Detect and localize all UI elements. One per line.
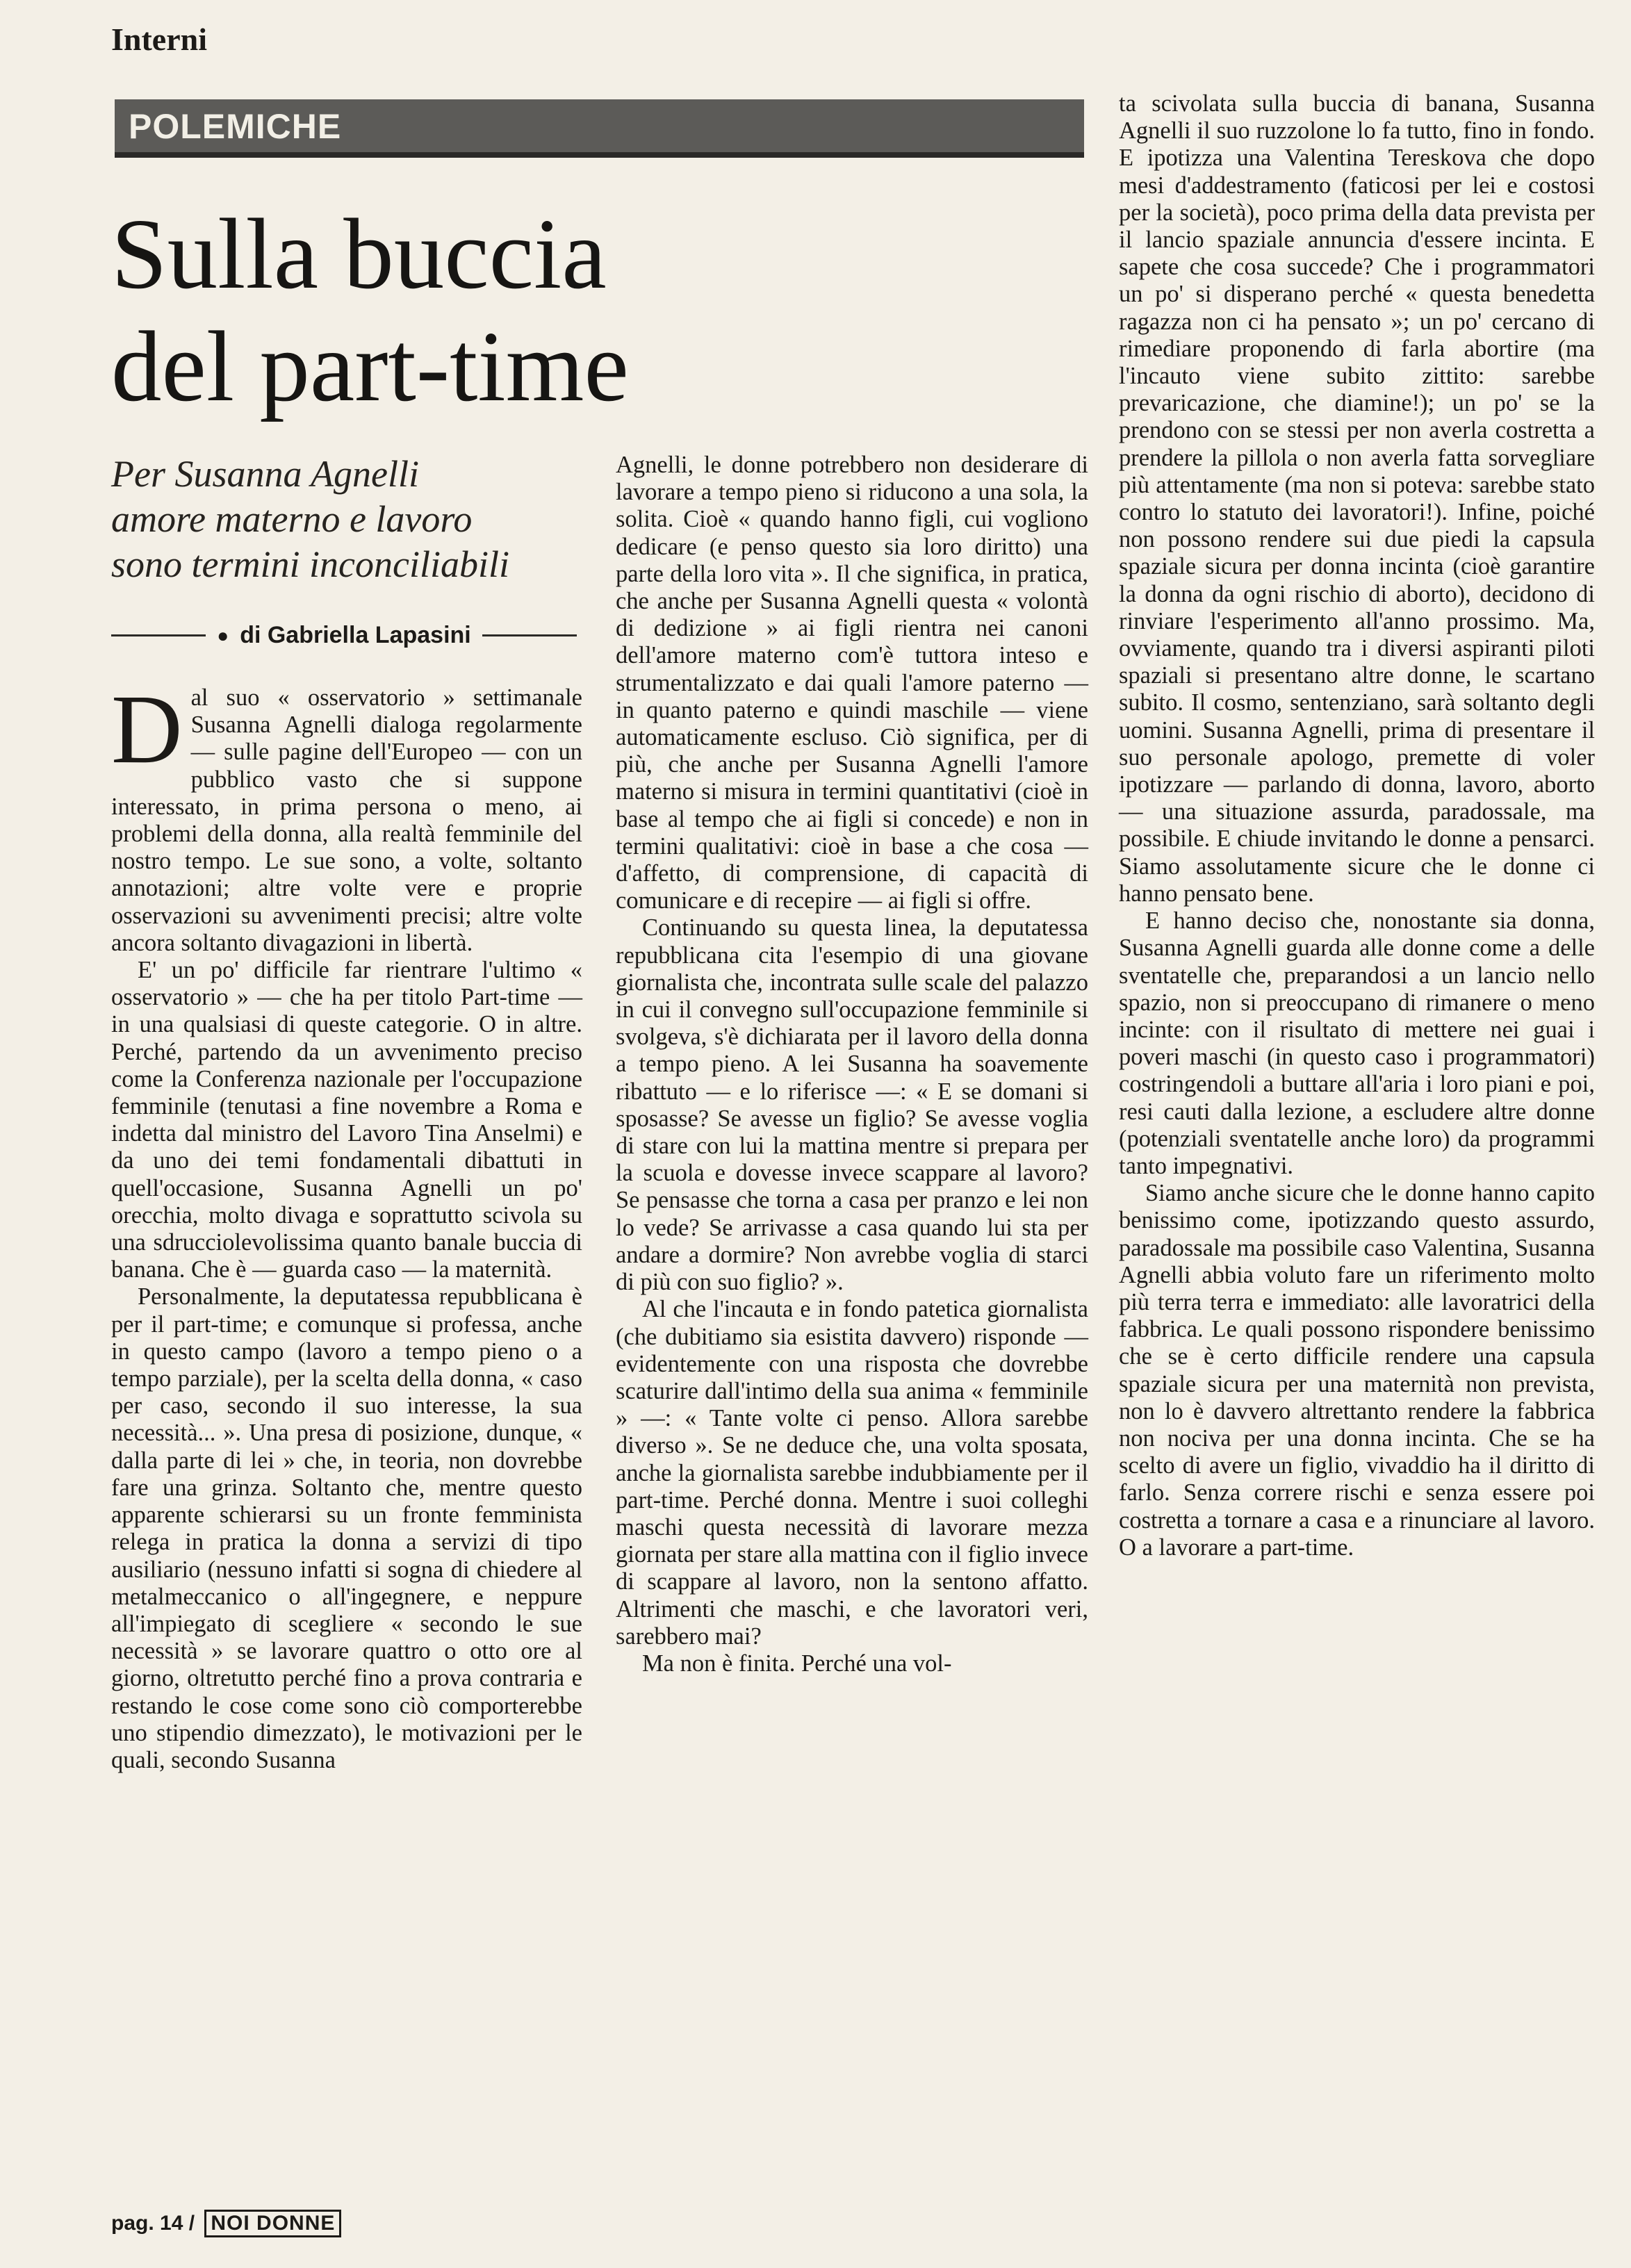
bullet-icon: ● [217, 624, 229, 646]
banner-label: POLEMICHE [129, 107, 342, 146]
title-line-1: Sulla buccia [111, 199, 607, 310]
paragraph: E hanno deciso che, nonostante sia donna, Susanna Agnelli guarda alle donne come a delle sventatelle che, preparandosi a un lancio nello spazio, non si preoccupano di rimanere o meno incinte: con il risultato di mettere nei guai i poveri maschi (in questo caso i programmatori) costringendoli a buttare all'aria i loro piani e poi, resi cauti dalla lezione, a escludere altre donne (potenziali sventatelle anche loro) da programmi tanto impegnativi. [1119, 907, 1595, 1179]
paragraph-text: al suo « osservatorio » settimanale Susanna Agnelli dialoga regolarmente — sulle pagine dell'Europeo — con un pubblico vasto che si suppone interessato, in prima persona o meno, ai problemi della donna, alla realtà femminile del nostro tempo. Le sue sono, a volte, soltanto annotazioni; altre volte vere e proprie osservazioni su avvenimenti precisi; altre volte ancora soltanto divagazioni in libertà. [111, 684, 582, 956]
subtitle-line-3: sono termini inconciliabili [111, 543, 509, 585]
paragraph: Ma non è finita. Perché una vol- [642, 1650, 952, 1677]
paragraph: Personalmente, la deputatessa repubblicana è per il part-time; e comunque si professa, anche in questo campo (lavoro a tempo pieno o a tempo parziale), per la scelta della donna, « caso per caso, secondo il suo interesse, la sua necessità... ». Una presa di posizione, dunque, « dalla parte di lei » che, in teoria, non dovrebbe fare una grinza. Soltanto che, mentre questo apparente schierarsi su un fronte femminista relega in pratica la donna a servizi di tipo ausiliario (nessuno infatti si sogna di chiedere al metalmeccanico o all'ingegnere, e neppure all'impiegato di scegliere « secondo le sue necessità » se lavorare quattro o otto ore al giorno, oltretutto perché fino a prova contraria e restando le cose come sono ciò comporterebbe uno stipendio dimezzato), le motivazioni per le quali, secondo Susanna [111, 1283, 582, 1773]
article-column-1 [111, 674, 582, 1774]
page-number: pag. 14 / [111, 2212, 195, 2235]
paragraph: ta scivolata sulla buccia di banana, Susanna Agnelli il suo ruzzolone lo fa tutto, fino in fondo. E ipotizza una Valentina Tereskova che dopo mesi d'addestramento (faticosi per lei e costosi per la società), poco prima della data prevista per il lancio spaziale annuncia d'essere incinta. E sapete che cosa succede? Che i programmatori un po' si disperano perché « questa benedetta ragazza non ci ha pensato »; un po' cercano di rimediare proponendo di farla abortire (ma l'incauto viene subito zittito: sarebbe prevaricazione, che diamine!); un po' se la prendono con se stessi per non averla costretta a prendere la pillola o non averla fatta sorvegliare più attentamente (ma non si poteva: sarebbe stato contro lo statuto dei lavoratori!). Infine, poiché non possono rendere sui due piedi la capsula spaziale sicura per donna incinta (cioè garantire la donna da ogni rischio di aborto), decidono di rinviare l'esperimento all'anno prossimo. Ma, ovviamente, quando tra i diversi aspiranti piloti spaziali si presentano altre donne, le scartano subito. Il cosmo, sentenziano, sarà soltanto degli uomini. Susanna Agnelli, prima di presentare il suo personale apologo, premette di voler ipotizzare — parlando di donna, lavoro, aborto — una situazione assurda, paradossale, ma possibile. E chiude invitando le donne a pensarci. Siamo assolutamente sicure che le donne ci hanno pensato bene. [1119, 90, 1595, 907]
byline-text: di Gabriella Lapasini [240, 622, 471, 648]
article-title [111, 198, 737, 423]
byline-rule-left [111, 634, 206, 636]
paragraph: E' un po' difficile far rientrare l'ultimo « osservatorio » — che ha per titolo Part-time — in una qualsiasi di queste categorie. O in altre. Perché, partendo da un avvenimento preciso come la Conferenza nazionale per l'occupazione femminile (tenutasi a fine novembre a Roma e indetta dal ministro del Lavoro Tina Anselmi) e da uno dei temi fondamentali dibattuti in quell'occasione, Susanna Agnelli un po' orecchia, molto divaga e soprattutto scivola su una sdrucciolevolissima quanto banale buccia di banana. Che è — guarda caso — la maternità. [111, 957, 582, 1283]
byline [111, 622, 577, 649]
article-column-2 [616, 452, 1088, 1677]
paragraph: Agnelli, le donne potrebbero non desiderare di lavorare a tempo pieno si riducono a una sola, la solita. Cioè « quando hanno figli, cui vogliono dedicare (e penso questo sia loro diritto) una parte della loro vita ». Il che significa, in pratica, che anche per Susanna Agnelli questa « volontà di dedizione » ai figli rientra nei canoni dell'amore materno com'è tuttora inteso e strumentalizzato e dai quali l'amore paterno — in quanto paterno e quindi maschile — viene automaticamente escluso. Ciò significa, per di più, che anche per Susanna Agnelli l'amore materno si misura in termini quantitativi (cioè in base al tempo che ai figli si concede) e non in termini qualitativi: cioè in base a che cosa — d'affetto, di comprensione, di capacità di comunicare e di recepire — ai figli si offre. [616, 452, 1088, 914]
section-banner [115, 99, 1084, 158]
page-footer [111, 2210, 341, 2237]
subtitle-line-2: amore materno e lavoro [111, 498, 473, 540]
article-subtitle [111, 452, 598, 587]
paragraph: Siamo anche sicure che le donne hanno capito benissimo come, ipotizzando questo assurdo, paradossale ma possibile caso Valentina, Susanna Agnelli abbia voluto fare un riferimento molto più terra terra e immediato: alle lavoratrici della fabbrica. Le quali possono rispondere benissimo che se è certo difficile rendere una capsula spaziale sicura per una maternità non prevista, non lo è davvero altrettanto rendere la fabbrica non nociva per una donna incinta. Che se ha scelto di avere un figlio, vivaddio ha il diritto di farlo. Senza correre rischi e senza essere poi costretta a tornare a casa e a rinunciare al lavoro. O a lavorare a part-time. [1119, 1180, 1595, 1561]
subtitle-line-1: Per Susanna Agnelli [111, 453, 419, 495]
paragraph: Continuando su questa linea, la deputatessa repubblicana cita l'esempio di una giovane giornalista che, incontrata sulle scale del palazzo in cui il convegno sull'occupazione femminile si svolgeva, s'è dichiarata per il lavoro della donna a tempo pieno. A lei Susanna ha soavemente ribattuto — e lo riferisce —: « E se domani si sposasse? Se avesse un figlio? Se avesse voglia di stare con lui la mattina mentre si prepara per la scuola e dovesse invece scappare al lavoro? Se pensasse che torna a casa per pranzo e lei non lo vede? Se arrivasse a casa quando lui sta per andare a dormire? Non avrebbe voglia di starci di più con suo figlio? ». [616, 914, 1088, 1296]
paragraph [111, 674, 582, 957]
byline-rule-right [482, 634, 577, 636]
magazine-logo: NOI DONNE [204, 2210, 341, 2237]
paragraph: Al che l'incauta e in fondo patetica giornalista (che dubitiamo sia esistita davvero) risponde — evidentemente con una risposta che dovrebbe scaturire dall'intimo della sua anima « femminile » —: « Tante volte ci penso. Allora sarebbe diverso ». Se ne deduce che, una volta sposata, anche la giornalista sarebbe indubbiamente per il part-time. Perché donna. Mentre i suoi colleghi maschi questa necessità di lavorare mezza giornata per stare alla mattina con il figlio invece di scappare al lavoro, non la sentono affatto. Altrimenti che maschi, e che lavoratori veri, sarebbero mai? [616, 1296, 1088, 1650]
section-label: Interni [111, 22, 207, 57]
title-line-2: del part-time [111, 311, 629, 422]
drop-cap: D [111, 674, 183, 784]
article-column-3 [1119, 90, 1595, 1561]
